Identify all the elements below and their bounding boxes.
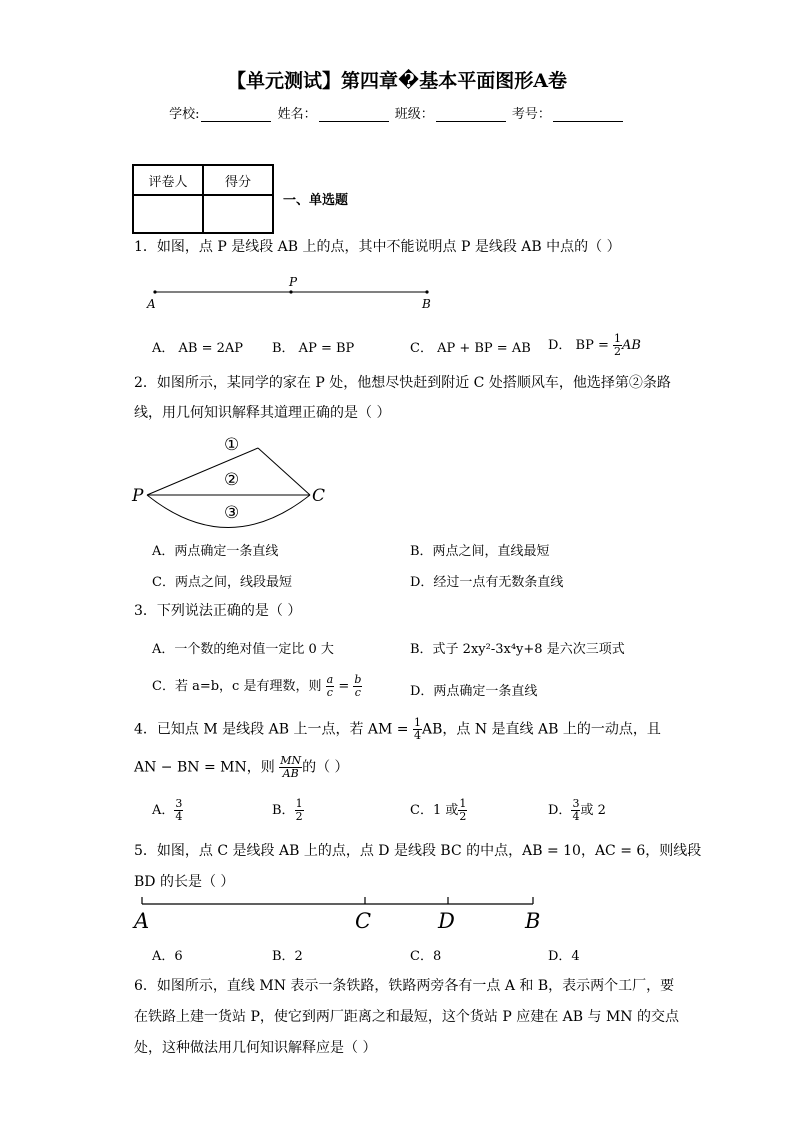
q1-point-b <box>425 290 428 293</box>
school-label: 学校: <box>169 107 200 122</box>
q3-option-d[interactable]: D．两点确定一条直线 <box>410 684 538 699</box>
q3-stem: 3．下列说法正确的是（ ） <box>134 603 302 619</box>
q5-label-b: B <box>525 909 541 933</box>
q2-figure <box>130 430 340 530</box>
q2-route-label-1: ① <box>224 435 240 455</box>
q1-option-d[interactable]: D． BP = $\frac{1}{2}$ AB <box>548 332 641 358</box>
q1-stem: 1．如图，点 P 是线段 AB 上的点，其中不能说明点 P 是线段 AB 中点的（ ） <box>134 239 621 255</box>
grader-cell[interactable] <box>133 195 203 233</box>
q4-fraction-quarter: $\frac{1}{4}$ <box>413 716 421 742</box>
q4-stem-line-2: AN − BN = MN，则 $\frac{MN}{AB}$ 的（ ） <box>134 754 349 780</box>
score-table <box>132 164 274 234</box>
q2-route-1-a <box>147 448 258 495</box>
q5-stem-line-2: BD 的长是（ ） <box>134 874 235 890</box>
exam-no-blank[interactable] <box>553 109 623 122</box>
q2-option-d[interactable]: D．经过一点有无数条直线 <box>410 575 564 590</box>
q2-route-1-b <box>258 448 310 495</box>
q2-label-p: P <box>132 486 144 506</box>
q5-label-c: C <box>355 909 372 933</box>
q3-fraction-b-c: $\frac{b}{c}$ <box>354 673 362 699</box>
q4-option-a[interactable]: A． $\frac{3}{4}$ <box>152 797 183 823</box>
q2-route-label-2: ② <box>224 470 240 490</box>
q3-option-b[interactable]: B．式子 2xy²-3x⁴y+8 是六次三项式 <box>410 642 625 657</box>
page-title: 【单元测试】第四章�基本平面图形A卷 <box>227 70 567 92</box>
name-blank[interactable] <box>319 109 389 122</box>
q1-option-d-text: D． BP = <box>548 338 609 353</box>
q2-option-b[interactable]: B．两点之间，直线最短 <box>410 544 550 559</box>
q2-option-c[interactable]: C．两点之间，线段最短 <box>152 575 292 590</box>
q3-option-a[interactable]: A．一个数的绝对值一定比 0 大 <box>152 642 334 657</box>
q6-stem-line-3: 处，这种做法用几何知识解释应是（ ） <box>134 1040 377 1056</box>
q2-stem-line-1: 2．如图所示，某同学的家在 P 处，他想尽快赶到附近 C 处搭顺风车，他选择第②条路 <box>134 375 671 391</box>
q1-option-a[interactable]: A． AB = 2AP <box>152 341 244 356</box>
q1-figure <box>140 272 440 312</box>
grader-header: 评卷人 <box>133 165 203 195</box>
q5-option-a[interactable]: A．6 <box>152 949 183 964</box>
name-label: 姓名： <box>277 107 317 122</box>
q5-figure <box>130 893 550 935</box>
q1-label-b: B <box>422 297 431 311</box>
q3-option-c[interactable]: C．若 a=b，c 是有理数，则 $\frac{a}{c}$ = $\frac{b}{c}$ <box>152 673 362 699</box>
q5-label-d: D <box>438 909 455 933</box>
q1-option-b[interactable]: B． AP = BP <box>272 341 355 356</box>
q1-fraction-half: $\frac{1}{2}$ <box>614 332 622 358</box>
school-blank[interactable] <box>201 109 271 122</box>
q2-label-c: C <box>312 486 326 506</box>
q4-fraction-mn-ab: $\frac{MN}{AB}$ <box>280 754 302 780</box>
q1-label-p: P <box>289 275 298 289</box>
q5-option-b[interactable]: B．2 <box>272 949 303 964</box>
q5-option-d[interactable]: D．4 <box>548 949 580 964</box>
q5-label-a: A <box>134 909 150 933</box>
q4-option-d[interactable]: D． $\frac{3}{4}$ 或 2 <box>548 797 606 823</box>
q2-option-a[interactable]: A．两点确定一条直线 <box>152 544 279 559</box>
q3-option-c-text: C．若 a=b，c 是有理数，则 <box>152 679 322 694</box>
q6-stem-line-2: 在铁路上建一货站 P，使它到两厂距离之和最短，这个货站 P 应建在 AB 与 MN 的交点 <box>134 1009 679 1025</box>
q2-stem-line-2: 线，用几何知识解释其道理正确的是（ ） <box>134 405 391 421</box>
q1-point-a <box>153 290 156 293</box>
student-info-line <box>0 103 794 122</box>
q1-option-c[interactable]: C． AP + BP = AB <box>410 341 531 356</box>
q3-fraction-a-c: $\frac{a}{c}$ <box>326 673 334 699</box>
q5-option-c[interactable]: C．8 <box>410 949 442 964</box>
q2-route-label-3: ③ <box>224 503 240 523</box>
class-blank[interactable] <box>436 109 506 122</box>
q4-option-b[interactable]: B． $\frac{1}{2}$ <box>272 797 303 823</box>
q1-point-p <box>289 290 292 293</box>
score-cell[interactable] <box>203 195 273 233</box>
section-title: 一、单选题 <box>283 193 349 208</box>
score-header: 得分 <box>203 165 273 195</box>
q4-option-c[interactable]: C．1 或 $\frac{1}{2}$ <box>410 797 467 823</box>
class-label: 班级： <box>394 107 434 122</box>
q6-stem-line-1: 6．如图所示，直线 MN 表示一条铁路，铁路两旁各有一点 A 和 B，表示两个工厂，要 <box>134 978 675 994</box>
q5-stem-line-1: 5．如图，点 C 是线段 AB 上的点，点 D 是线段 BC 的中点，AB = 10，AC = 6，则线段 <box>134 843 702 859</box>
exam-no-label: 考号： <box>511 107 551 122</box>
q4-stem-line-1: 4．已知点 M 是线段 AB 上一点，若 AM = $\frac{1}{4}$ AB，点 N 是直线 AB 上的一动点，且 <box>134 716 661 742</box>
q1-label-a: A <box>147 297 156 311</box>
